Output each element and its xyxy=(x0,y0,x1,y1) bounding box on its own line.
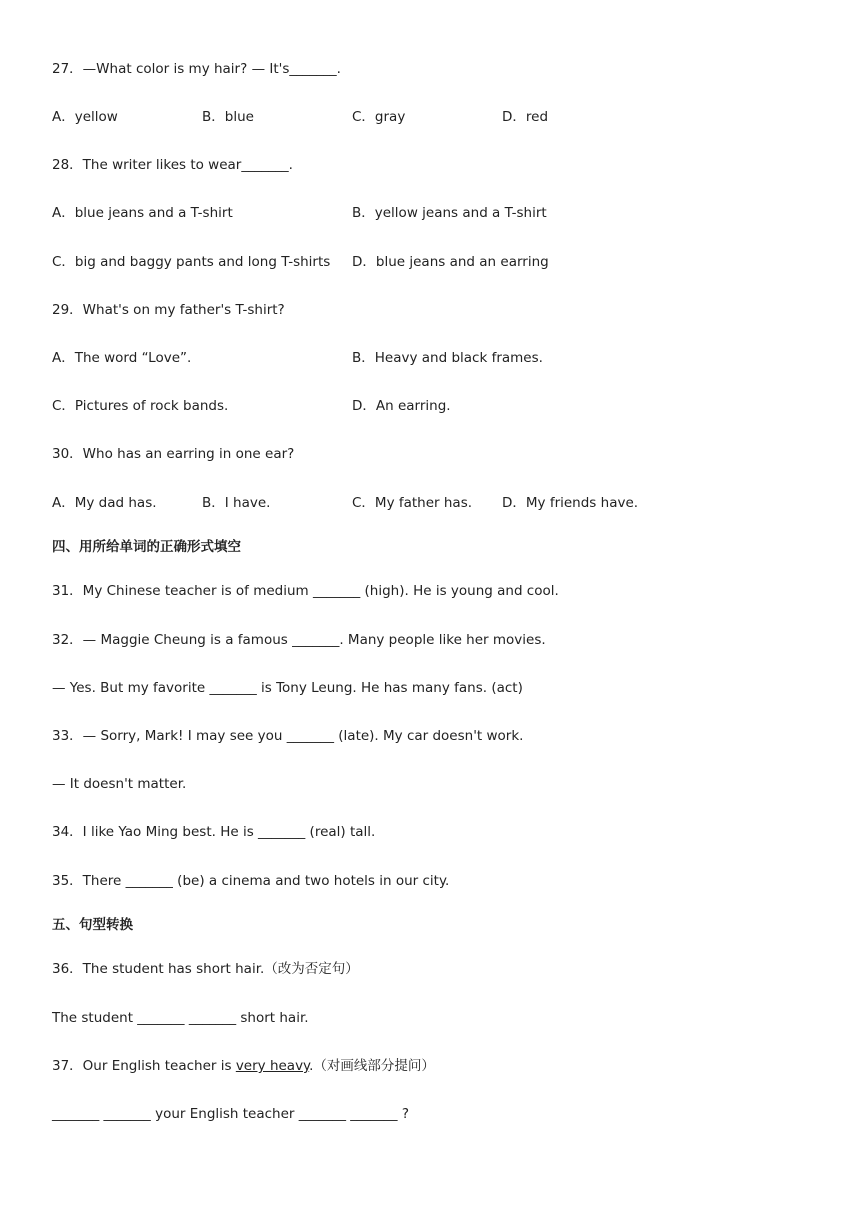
q30-option-b: B．I have. xyxy=(202,495,271,511)
q28-option-d: D．blue jeans and an earring xyxy=(352,254,549,270)
q27-option-d: D．red xyxy=(502,109,549,125)
q28-option-c: C．big and baggy pants and long T-shirts xyxy=(52,254,331,270)
q37-suffix: .（对画线部分提问） xyxy=(309,1058,435,1074)
q27-option-a: A．yellow xyxy=(52,109,118,125)
q37-prefix: 37．Our English teacher is xyxy=(52,1058,236,1074)
q32-line-1: 32．— Maggie Cheung is a famous _______. Many people like her movies. xyxy=(52,632,546,648)
q37-line-2: _______ _______ your English teacher _______ _______ ? xyxy=(52,1106,410,1122)
q29-option-d: D．An earring. xyxy=(352,398,451,414)
q30-option-a: A．My dad has. xyxy=(52,495,157,511)
q37-line-1 xyxy=(52,1056,435,1076)
q37-underlined-phrase: very heavy xyxy=(235,1058,310,1074)
q33-line-2: — It doesn't matter. xyxy=(52,776,187,792)
q35-text: 35．There _______ (be) a cinema and two hotels in our city. xyxy=(52,873,450,889)
q30-stem: 30．Who has an earring in one ear? xyxy=(52,446,295,462)
section-4-heading: 四、用所给单词的正确形式填空 xyxy=(52,539,241,555)
q28-option-a: A．blue jeans and a T-shirt xyxy=(52,205,233,221)
q34-text: 34．I like Yao Ming best. He is _______ (real) tall. xyxy=(52,824,376,840)
q27-option-b: B．blue xyxy=(202,109,254,125)
q27-stem: 27．—What color is my hair? — It's_______. xyxy=(52,61,341,77)
q36-line-2: The student _______ _______ short hair. xyxy=(52,1010,309,1026)
q32-line-2: — Yes. But my favorite _______ is Tony Leung. He has many fans. (act) xyxy=(52,680,523,696)
q30-option-d: D．My friends have. xyxy=(502,495,639,511)
q29-option-c: C．Pictures of rock bands. xyxy=(52,398,229,414)
q31-text: 31．My Chinese teacher is of medium _______ (high). He is young and cool. xyxy=(52,583,559,599)
q29-option-b: B．Heavy and black frames. xyxy=(352,350,543,366)
q36-line-1: 36．The student has short hair.（改为否定句） xyxy=(52,961,359,977)
q28-stem: 28．The writer likes to wear_______. xyxy=(52,157,293,173)
q29-option-a: A．The word “Love”. xyxy=(52,350,192,366)
q28-option-b: B．yellow jeans and a T-shirt xyxy=(352,205,547,221)
q29-stem: 29．What's on my father's T-shirt? xyxy=(52,302,285,318)
q33-line-1: 33．— Sorry, Mark! I may see you _______ (late). My car doesn't work. xyxy=(52,728,524,744)
q30-option-c: C．My father has. xyxy=(352,495,473,511)
q27-option-c: C．gray xyxy=(352,109,406,125)
section-5-heading: 五、句型转换 xyxy=(52,917,133,933)
